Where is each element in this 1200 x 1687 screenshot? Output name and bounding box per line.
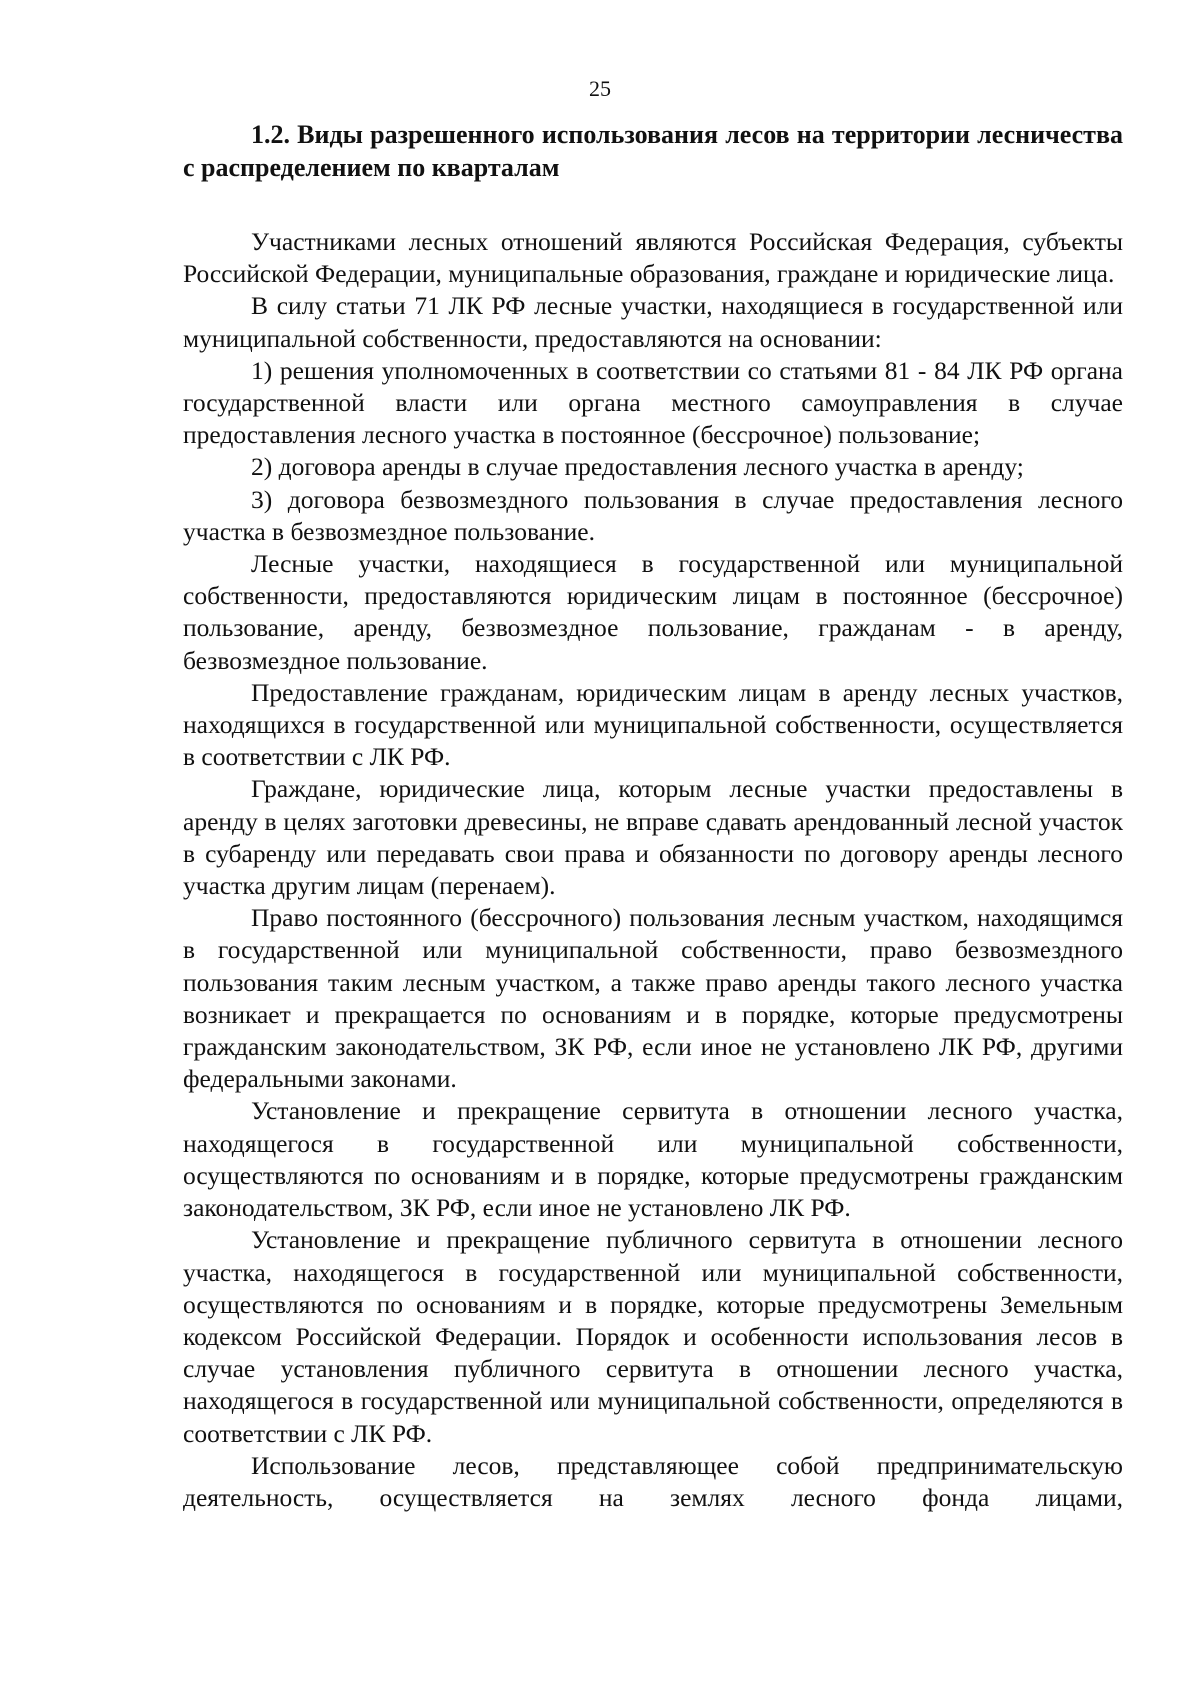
paragraph-permanent-use-right: Право постоянного (бессрочного) пользования лесным участком, находящимся в государственной или муниципальной собственности, право безвозмездного пользования таким лесным участком, а также право аренды такого лесного участка возникает и прекращается по основаниям и в порядке, которые предусмотрены гражданским законодательством, ЗК РФ, если иное не установлено ЛК РФ, другими федеральными законами.: [183, 903, 1123, 1094]
paragraph-participants: Участниками лесных отношений являются Российская Федерация, субъекты Российской Федерации, муниципальные образования, граждане и юридические лица.: [183, 227, 1123, 289]
section-heading: 1.2. Виды разрешенного использования лесов на территории лесничества с распределением по кварталам: [183, 120, 1123, 182]
list-item-3-free-use: 3) договора безвозмездного пользования в случае предоставления лесного участка в безвозмездное пользование.: [183, 484, 1123, 546]
list-item-2-lease: 2) договора аренды в случае предоставления лесного участка в аренду;: [251, 452, 1024, 482]
page-number: 25: [589, 76, 611, 101]
page-content: [183, 118, 1123, 1514]
paragraph-public-easement: Установление и прекращение публичного сервитута в отношении лесного участка, находящегося в государственной или муниципальной собственности, осуществляются по основаниям и в порядке, которые предусмотрены Земельным кодексом Российской Федерации. Порядок и особенности использования лесов в случае установления публичного сервитута в отношении лесного участка, находящегося в государственной или муниципальной собственности, определяются в соответствии с ЛК РФ.: [183, 1225, 1123, 1448]
paragraph-easement: Установление и прекращение сервитута в отношении лесного участка, находящегося в государственной или муниципальной собственности, осуществляются по основаниям и в порядке, которые предусмотрены гражданским законодательством, ЗК РФ, если иное не установлено ЛК РФ.: [183, 1096, 1123, 1223]
paragraph-sublease-ban: Граждане, юридические лица, которым лесные участки предоставлены в аренду в целях заготовки древесины, не вправе сдавать арендованный лесной участок в субаренду или передавать свои права и обязанности по договору аренды лесного участка другим лицам (перенаем).: [183, 774, 1123, 901]
paragraph-forest-plots-provision: Лесные участки, находящиеся в государственной или муниципальной собственности, предоставляются юридическим лицам в постоянное (бессрочное) пользование, аренду, безвозмездное пользование, гражданам - в аренду, безвозмездное пользование.: [183, 549, 1123, 675]
body-text: [183, 226, 1123, 1514]
paragraph-article-71: В силу статьи 71 ЛК РФ лесные участки, находящиеся в государственной или муниципальной собственности, предоставляются на основании:: [183, 291, 1123, 353]
paragraph-business-use: Использование лесов, представляющее собой предпринимательскую деятельность, осуществляется на землях лесного фонда лицами,: [183, 1450, 1123, 1512]
list-item-1-decision: 1) решения уполномоченных в соответствии со статьями 81 - 84 ЛК РФ органа государственной власти или органа местного самоуправления в случае предоставления лесного участка в постоянное (бессрочное) пользование;: [183, 355, 1123, 450]
paragraph-lease-to-citizens: Предоставление гражданам, юридическим лицам в аренду лесных участков, находящихся в государственной или муниципальной собственности, осуществляется в соответствии с ЛК РФ.: [183, 677, 1123, 772]
